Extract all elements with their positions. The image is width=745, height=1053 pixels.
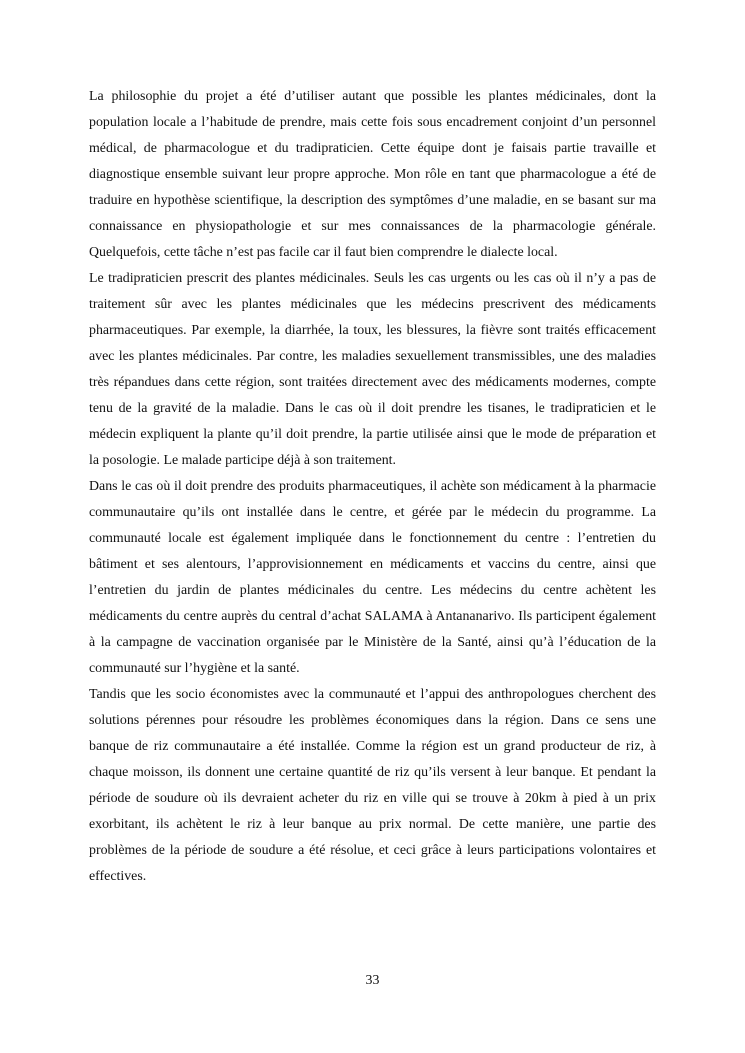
paragraph-tradipraticien: Le tradipraticien prescrit des plantes médicinales. Seuls les cas urgents ou les cas où il n’y a pas de traitement sûr avec les plantes médicinales que les médecins prescrivent des médicaments pharmaceutiques. Par exemple, la diarrhée, la toux, les blessures, la fièvre sont traités efficacement avec les plantes médicinales. Par contre, les maladies sexuellement transmissibles, une des maladies très répandues dans cette région, sont traitées directement avec des médicaments modernes, compte tenu de la gravité de la maladie. Dans le cas où il doit prendre les tisanes, le tradipraticien et le médecin expliquent la plante qu’il doit prendre, la partie utilisée ainsi que le mode de préparation et la posologie. Le malade participe déjà à son traitement. [89, 271, 656, 468]
paragraph-philosophy: La philosophie du projet a été d’utiliser autant que possible les plantes médicinales, dont la population locale a l’habitude de prendre, mais cette fois sous encadrement conjoint d’un personnel médical, de pharmacologue et du tradipraticien. Cette équipe dont je faisais partie travaille et diagnostique ensemble suivant leur propre approche. Mon rôle en tant que pharmacologue a été de traduire en hypothèse scientifique, la description des symptômes d’une maladie, en se basant sur ma connaissance en physiopathologie et sur mes connaissances de la pharmacologie générale. Quelquefois, cette tâche n’est pas facile car il faut bien comprendre le dialecte local. [89, 89, 656, 260]
paragraph-pharmacy: Dans le cas où il doit prendre des produits pharmaceutiques, il achète son médicament à la pharmacie communautaire qu’ils ont installée dans le centre, et gérée par le médecin du programme. La communauté locale est également impliquée dans le fonctionnement du centre : l’entretien du bâtiment et ses alentours, l’approvisionnement en médicaments et vaccins du centre, ainsi que l’entretien du jardin de plantes médicinales du centre. Les médecins du centre achètent les médicaments du centre auprès du central d’achat SALAMA à Antananarivo. Ils participent également à la campagne de vaccination organisée par le Ministère de la Santé, ainsi qu’à l’éducation de la communauté sur l’hygiène et la santé. [89, 479, 656, 676]
page-number: 33 [365, 973, 380, 988]
page-body [89, 84, 656, 890]
paragraph-socio-economics: Tandis que les socio économistes avec la communauté et l’appui des anthropologues cherchent des solutions pérennes pour résoudre les problèmes économiques dans la région. Dans ce sens une banque de riz communautaire a été installée. Comme la région est un grand producteur de riz, à chaque moisson, ils donnent une certaine quantité de riz qu’ils versent à leur banque. Et pendant la période de soudure où ils devraient acheter du riz en ville qui se trouve à 20km à pied à un prix exorbitant, ils achètent le riz à leur banque au prix normal. De cette manière, une partie des problèmes de la période de soudure a été résolue, et ceci grâce à leurs participations volontaires et effectives. [89, 687, 656, 884]
